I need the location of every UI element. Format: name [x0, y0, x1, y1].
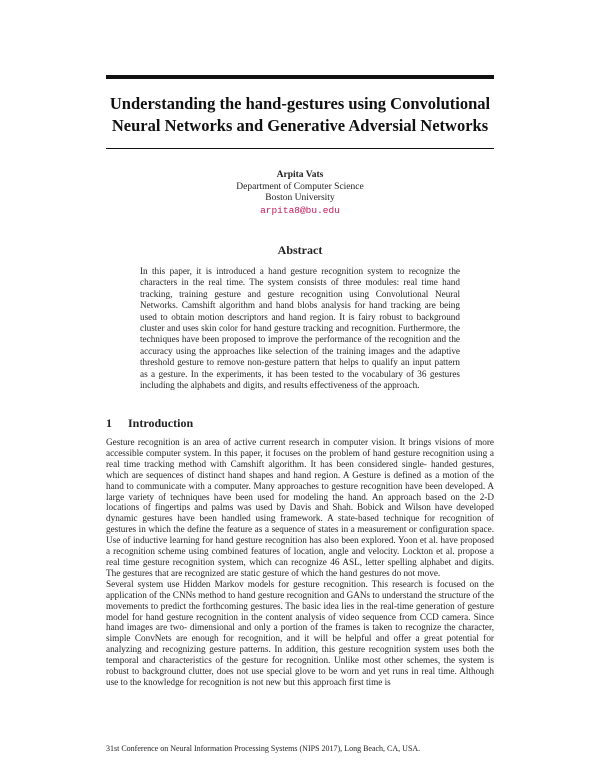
paper-title: Understanding the hand-gestures using Convolutional Neural Networks and Generative Adversial Networks — [109, 94, 491, 135]
section-number: 1 — [106, 416, 112, 430]
abstract-heading: Abstract — [277, 243, 323, 257]
section-heading — [106, 416, 494, 431]
author-name: Arpita Vats — [276, 170, 324, 180]
introduction-body — [106, 437, 494, 688]
author-department: Department of Computer Science — [236, 181, 364, 192]
abstract-text: In this paper, it is introduced a hand gesture recognition system to recognize the characters in the real time. The system consists of three modules: real time hand tracking, training gesture and gesture recognition using Convolutional Neural Networks. Camshift algorithm and hand blobs analysis for hand tracking are being used to obtain motion descriptors and hand region. It is fairy robust to background cluster and uses skin color for hand gesture tracking and recognition. Furthermore, the techniques have been proposed to improve the performance of the recognition and the accuracy using the approaches like selection of the training images and the adaptive threshold gesture to remove non-gesture pattern that helps to qualify an input pattern as a gesture. In the experiments, it has been tested to the vocabulary of 36 gestures including the alphabets and digits, and results effectiveness of the approach. — [140, 266, 460, 391]
author-block — [150, 170, 450, 216]
intro-paragraph: Several system use Hidden Markov models for gesture recognition. This research is focused on the application of the CNNs method to hand gesture recognition and GANs to understand the structure of the movements to predict the forthcoming gestures. The basic idea lies in the real-time generation of gesture model for hand gesture recognition in the content analysis of video sequence from CCD camera. Since hand images are two- dimensional and only a portion of the frames is taken to recognize the character, simple ConvNets are enough for recognition, and it will be helpful and offer a great potential for analyzing and recognizing gesture patterns. In addition, this gesture recognition system uses both the temporal and characteristics of the gesture for recognition. Unlike most other schemes, the system is robust to background clutter, does not use special glove to be worn and yet runs in real time. Although use to the knowledge for recognition is not new but this approach first time is — [106, 578, 494, 687]
author-institution: Boston University — [265, 193, 335, 203]
title-bottom-rule — [106, 148, 494, 149]
intro-paragraph: Gesture recognition is an area of active current research in computer vision. It brings visions of more accessible computer system. In this paper, it focuses on the problem of hand gesture recognition using a real time tracking method with Camshift algorithm. It has been considered single- handed gestures, which are sequences of distinct hand shapes and hand region. A Gesture is defined as a motion of the hand to communicate with a computer. Many approaches to gesture recognition have been developed. A large variety of techniques have been used for modeling the hand. An approach based on the 2-D locations of fingertips and palms was used by Davis and Shah. Bobick and Wilson have developed dynamic gestures have been handled using framework. A state-based technique for recognition of gestures in which the define the feature as a sequence of states in a measurement or configuration space. Use of inductive learning for hand gesture recognition has also been explored. Yoon et al. have proposed a recognition scheme using combined features of location, angle and velocity. Lockton et al. propose a real time gesture recognition system, which can recognize 46 ASL, letter spelling alphabet and digits. The gestures that are recognized are static gesture of which the hand gestures do not move. — [106, 437, 494, 578]
conference-footnote: 31st Conference on Neural Information Processing Systems (NIPS 2017), Long Beach, CA, USA. — [106, 744, 421, 753]
title-top-rule — [106, 75, 494, 79]
section-title: Introduction — [128, 416, 194, 430]
author-email-link[interactable]: arpita8@bu.edu — [260, 204, 340, 216]
